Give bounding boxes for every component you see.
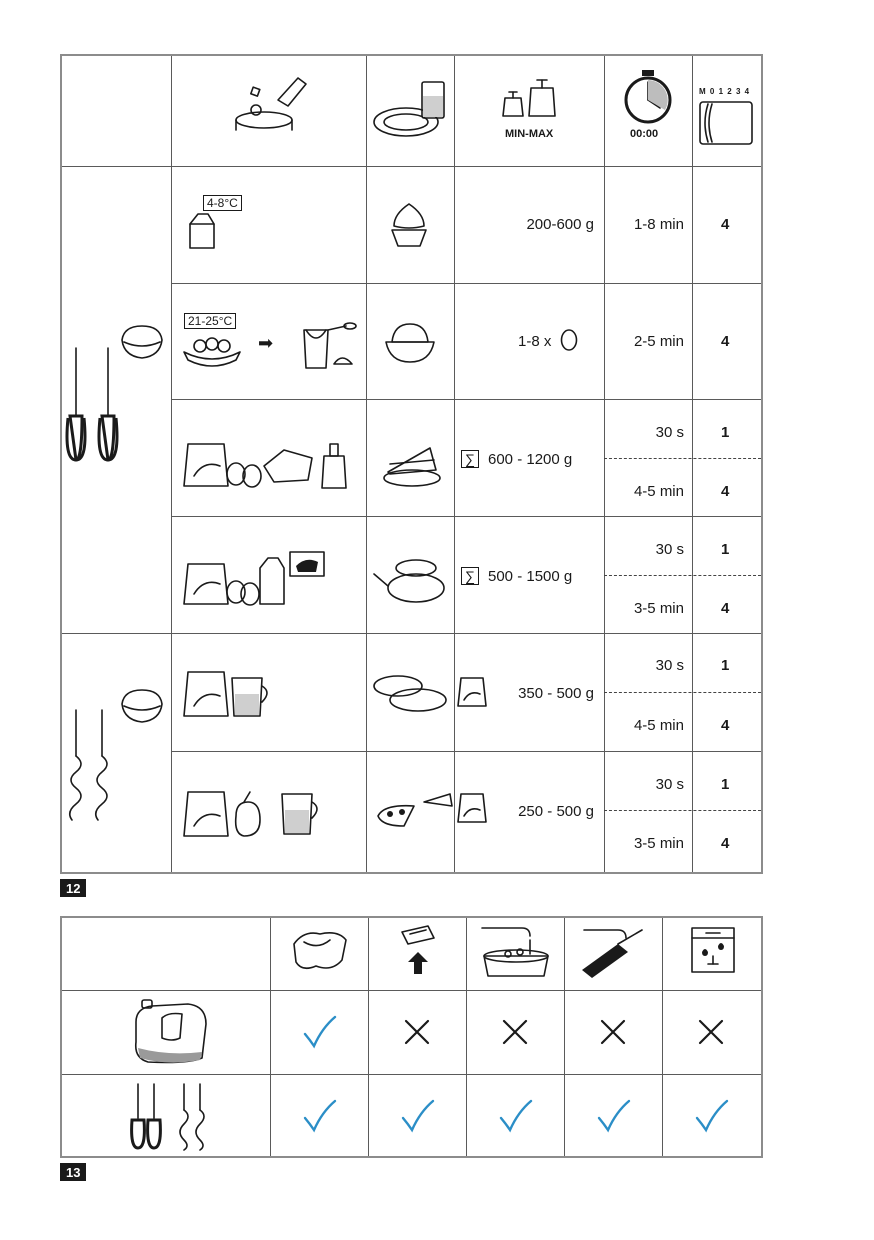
speed-scale-1: 1 <box>718 87 725 96</box>
pizza-icon <box>374 790 454 830</box>
flour-bag-small-icon <box>458 674 488 710</box>
speed-scale <box>699 87 750 96</box>
check-mark-icon <box>498 1098 534 1134</box>
pizza-ingredients-icon <box>184 780 334 840</box>
temp-label-row1: 4-8°C <box>203 195 242 211</box>
whipped-egg-bowl-icon <box>382 318 438 366</box>
weight-row4: 500 - 1500 g <box>488 568 573 585</box>
milk-carton-icon <box>186 210 218 250</box>
row-divider <box>62 1074 761 1075</box>
dough-hooks-icon <box>62 680 172 830</box>
add-ingredients-icon <box>230 70 310 140</box>
col-divider <box>454 56 455 872</box>
speed-scale-m: M <box>699 87 707 96</box>
eggs-icon <box>182 332 242 366</box>
rinse-water-bowl-icon <box>478 922 554 980</box>
weight-row2: 1-8 x <box>518 333 552 350</box>
row-divider <box>62 166 761 167</box>
time-row3-b: 4-5 min <box>633 483 684 500</box>
time-row5-b: 4-5 min <box>633 717 684 734</box>
weight-range-label: MIN-MAX <box>505 128 554 140</box>
pancake-pan-icon <box>372 552 448 608</box>
cake-ingredients-icon <box>184 436 354 492</box>
row-divider <box>171 516 761 517</box>
col-divider <box>368 918 369 1156</box>
cake-slice-icon <box>380 440 442 488</box>
subrow-divider <box>604 810 761 811</box>
col-divider <box>466 918 467 1156</box>
row-divider <box>171 283 761 284</box>
col-divider <box>662 918 663 1156</box>
speed-row4-b: 4 <box>721 600 730 617</box>
figure-label-12: 12 <box>60 879 86 897</box>
flour-bag-small-icon <box>458 790 488 826</box>
col-divider <box>270 918 271 1156</box>
time-row2: 2-5 min <box>633 333 684 350</box>
time-row4-b: 3-5 min <box>633 600 684 617</box>
subrow-divider <box>604 692 761 693</box>
plate-and-glass-icon <box>372 76 450 140</box>
col-divider <box>564 918 565 1156</box>
speed-row3-b: 4 <box>721 483 730 500</box>
egg-separator-icon <box>296 318 360 372</box>
check-mark-icon <box>400 1098 436 1134</box>
speed-scale-3: 3 <box>735 87 742 96</box>
speed-scale-0: 0 <box>709 87 716 96</box>
speed-scale-2: 2 <box>727 87 733 96</box>
cross-mark-icon <box>599 1018 627 1046</box>
row-divider <box>62 633 761 634</box>
subrow-divider <box>604 458 761 459</box>
col-divider <box>692 56 693 872</box>
row-divider <box>171 751 761 752</box>
arrow-icon: ➡ <box>258 333 274 353</box>
speed-scale-4: 4 <box>744 87 751 96</box>
bread-loaves-icon <box>372 670 452 716</box>
check-mark-icon <box>302 1014 338 1050</box>
sum-symbol-row3: ∑ <box>461 450 479 468</box>
time-row6-b: 3-5 min <box>633 835 684 852</box>
mixer-body-icon <box>128 998 210 1068</box>
timer-label: 00:00 <box>630 128 659 140</box>
speed-switch-icon <box>698 100 754 146</box>
time-row1: 1-8 min <box>633 216 684 233</box>
row-divider <box>171 399 761 400</box>
damp-cloth-icon <box>290 926 350 976</box>
pancake-ingredients-icon <box>184 548 334 608</box>
col-divider <box>366 56 367 872</box>
time-row5-a: 30 s <box>655 657 684 674</box>
check-mark-icon <box>302 1098 338 1134</box>
weight-row3: 600 - 1200 g <box>488 451 573 468</box>
cross-mark-icon <box>501 1018 529 1046</box>
speed-row6-a: 1 <box>721 776 730 793</box>
sponge-up-arrow-icon <box>398 922 438 978</box>
speed-row5-b: 4 <box>721 717 730 734</box>
weights-icon <box>497 74 561 122</box>
time-row4-a: 30 s <box>655 541 684 558</box>
egg-outline-icon <box>560 328 578 352</box>
cross-mark-icon <box>403 1018 431 1046</box>
speed-row4-a: 1 <box>721 541 730 558</box>
time-row3-a: 30 s <box>655 424 684 441</box>
brush-under-tap-icon <box>578 922 648 980</box>
subrow-divider <box>604 575 761 576</box>
speed-row6-b: 4 <box>721 835 730 852</box>
figure-label-13: 13 <box>60 1163 86 1181</box>
speed-row1: 4 <box>721 216 730 233</box>
stopwatch-icon <box>620 68 676 124</box>
temp-label-row2: 21-25°C <box>184 313 236 329</box>
row-divider <box>62 990 761 991</box>
cream-cupcake-icon <box>384 200 434 250</box>
col-divider <box>604 56 605 872</box>
sum-symbol-row4: ∑ <box>461 567 479 585</box>
check-mark-icon <box>596 1098 632 1134</box>
accessories-icon <box>128 1080 218 1152</box>
time-row6-a: 30 s <box>655 776 684 793</box>
check-mark-icon <box>694 1098 730 1134</box>
weight-row6: 250 - 500 g <box>518 803 594 820</box>
speed-row5-a: 1 <box>721 657 730 674</box>
speed-row2: 4 <box>721 333 730 350</box>
weight-row5: 350 - 500 g <box>518 685 594 702</box>
beaters-icon <box>62 320 172 470</box>
bread-ingredients-icon <box>184 662 274 720</box>
weight-row1: 200-600 g <box>526 216 594 233</box>
cross-mark-icon <box>697 1018 725 1046</box>
speed-row3-a: 1 <box>721 424 730 441</box>
dishwasher-icon <box>690 926 736 974</box>
